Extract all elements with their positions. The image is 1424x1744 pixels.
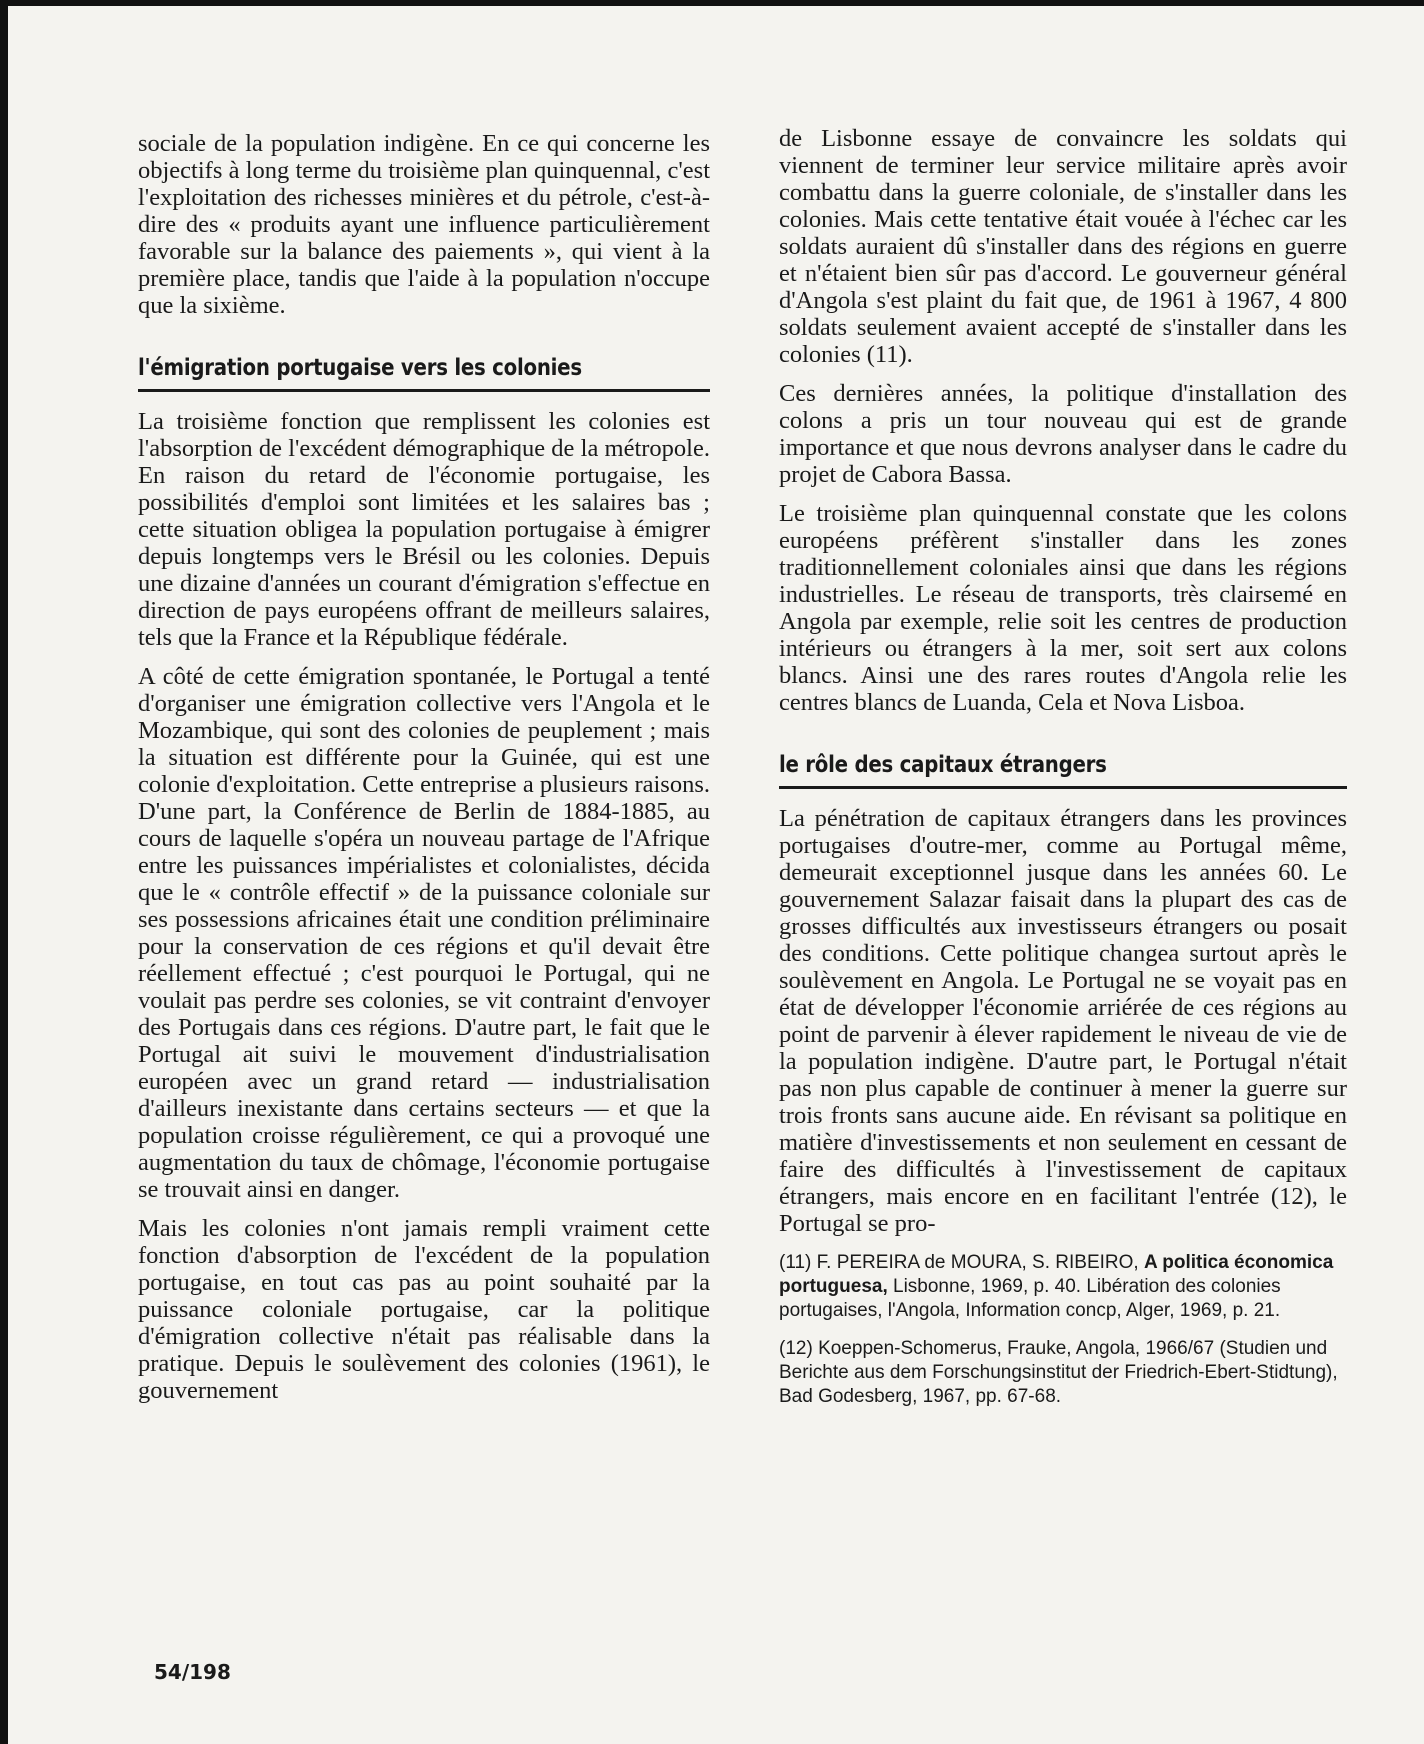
heading-rule	[138, 389, 710, 392]
scan-border-left	[0, 0, 8, 1744]
footnote-12	[779, 1337, 1347, 1409]
footnotes	[779, 1251, 1347, 1409]
page-number: 54/198	[154, 1660, 231, 1684]
heading-rule	[779, 786, 1347, 789]
paragraph: La pénétration de capitaux étrangers dans les provinces portugaises d'outre-mer, comme au Portugal même, demeurait exceptionnel jusque dans les années 60. Le gouvernement Salazar faisait dans la plupart des cas de grosses difficultés aux investisseurs étrangers ou posait des conditions. Cette politique changea surtout après le soulèvement en Angola. Le Portugal ne se voyait pas en état de développer l'économie arriérée de ces régions au point de parvenir à élever rapidement le niveau de vie de la population indigène. D'autre part, le Portugal n'était pas non plus capable de continuer à mener la guerre sur trois fronts sans aucune aide. En révisant sa politique en matière d'investissements et non seulement en cessant de faire des difficultés à l'investissement de capitaux étrangers, mais encore en en facilitant l'entrée (12), le Portugal se pro-	[779, 805, 1347, 1237]
footnote-text: Lisbonne, 1969, p. 40. Libération des colonies portugaises, l'Angola, Information concp, Alger, 1969, p. 21.	[779, 1276, 1281, 1321]
paragraph: Ces dernières années, la politique d'installation des colons a pris un tour nouveau qui est de grande importance et que nous devrons analyser dans le cadre du projet de Cabora Bassa.	[779, 380, 1347, 488]
section-heading-foreign-capital: le rôle des capitaux étrangers	[779, 752, 1107, 778]
footnote-title: A politica économica portuguesa,	[779, 1252, 1334, 1297]
left-column	[138, 130, 710, 1416]
section-heading-emigration: l'émigration portugaise vers les colonies	[138, 355, 582, 381]
paragraph: sociale de la population indigène. En ce qui concerne les objectifs à long terme du troisième plan quinquennal, c'est l'exploitation des richesses minières et du pétrole, c'est-à-dire des « produits ayant une influence particulièrement favorable sur la balance des paiements », qui vient à la première place, tandis que l'aide à la population n'occupe que la sixième.	[138, 130, 710, 319]
paragraph: Le troisième plan quinquennal constate que les colons européens préfèrent s'installer dans les zones traditionnellement coloniales ainsi que dans les régions industrielles. Le réseau de transports, très clairsemé en Angola par exemple, relie soit les centres de production intérieurs ou étrangers à la mer, soit sert aux colons blancs. Ainsi une des rares routes d'Angola relie les centres blancs de Luanda, Cela et Nova Lisboa.	[779, 500, 1347, 716]
paragraph: Mais les colonies n'ont jamais rempli vraiment cette fonction d'absorption de l'excédent de la population portugaise, en tout cas pas au point souhaité par la puissance coloniale portugaise, car la politique d'émigration collective n'était pas réalisable dans la pratique. Depuis le soulèvement des colonies (1961), le gouvernement	[138, 1215, 710, 1404]
paragraph: de Lisbonne essaye de convaincre les soldats qui viennent de terminer leur service militaire après avoir combattu dans la guerre coloniale, de s'installer dans les colonies. Mais cette tentative était vouée à l'échec car les soldats auraient dû s'installer dans des régions en guerre et n'étaient bien sûr pas d'accord. Le gouverneur général d'Angola s'est plaint du fait que, de 1961 à 1967, 4 800 soldats seulement avaient accepté de s'installer dans les colonies (11).	[779, 125, 1347, 368]
paragraph: A côté de cette émigration spontanée, le Portugal a tenté d'organiser une émigration collective vers l'Angola et le Mozambique, qui sont des colonies de peuplement ; mais la situation est différente pour la Guinée, qui est une colonie d'exploitation. Cette entreprise a plusieurs raisons. D'une part, la Conférence de Berlin de 1884-1885, au cours de laquelle s'opéra un nouveau partage de l'Afrique entre les puissances impérialistes et colonialistes, décida que le « contrôle effectif » de la puissance coloniale sur ses possessions africaines était une condition préliminaire pour la conservation de ces régions et qu'il devait être réellement effectué ; c'est pourquoi le Portugal, qui ne voulait pas perdre ses colonies, se vit contraint d'envoyer des Portugais dans ces régions. D'autre part, le fait que le Portugal ait suivi le mouvement d'industrialisation européen avec un grand retard — industrialisation d'ailleurs inexistante dans certains secteurs — et que la population croisse régulièrement, ce qui a provoqué une augmentation du taux de chômage, l'économie portugaise se trouvait ainsi en danger.	[138, 663, 710, 1203]
footnote-text: (12) Koeppen-Schomerus, Frauke, Angola, 1966/67 (Studien und Berichte aus dem Forschungsinstitut der Friedrich-Ebert-Stidtung), Bad Godesberg, 1967, pp. 67-68.	[779, 1338, 1338, 1407]
paragraph: La troisième fonction que remplissent les colonies est l'absorption de l'excédent démographique de la métropole. En raison du retard de l'économie portugaise, les possibilités d'emploi sont limitées et les salaires bas ; cette situation obligea la population portugaise à émigrer depuis longtemps vers le Brésil ou les colonies. Depuis une dizaine d'années un courant d'émigration s'effectue en direction de pays européens offrant de meilleurs salaires, tels que la France et la République fédérale.	[138, 408, 710, 651]
scan-border-top	[0, 0, 1424, 6]
footnote-11	[779, 1251, 1347, 1323]
footnote-text: (11) F. PEREIRA de MOURA, S. RIBEIRO,	[779, 1252, 1144, 1273]
right-column	[779, 125, 1347, 1423]
